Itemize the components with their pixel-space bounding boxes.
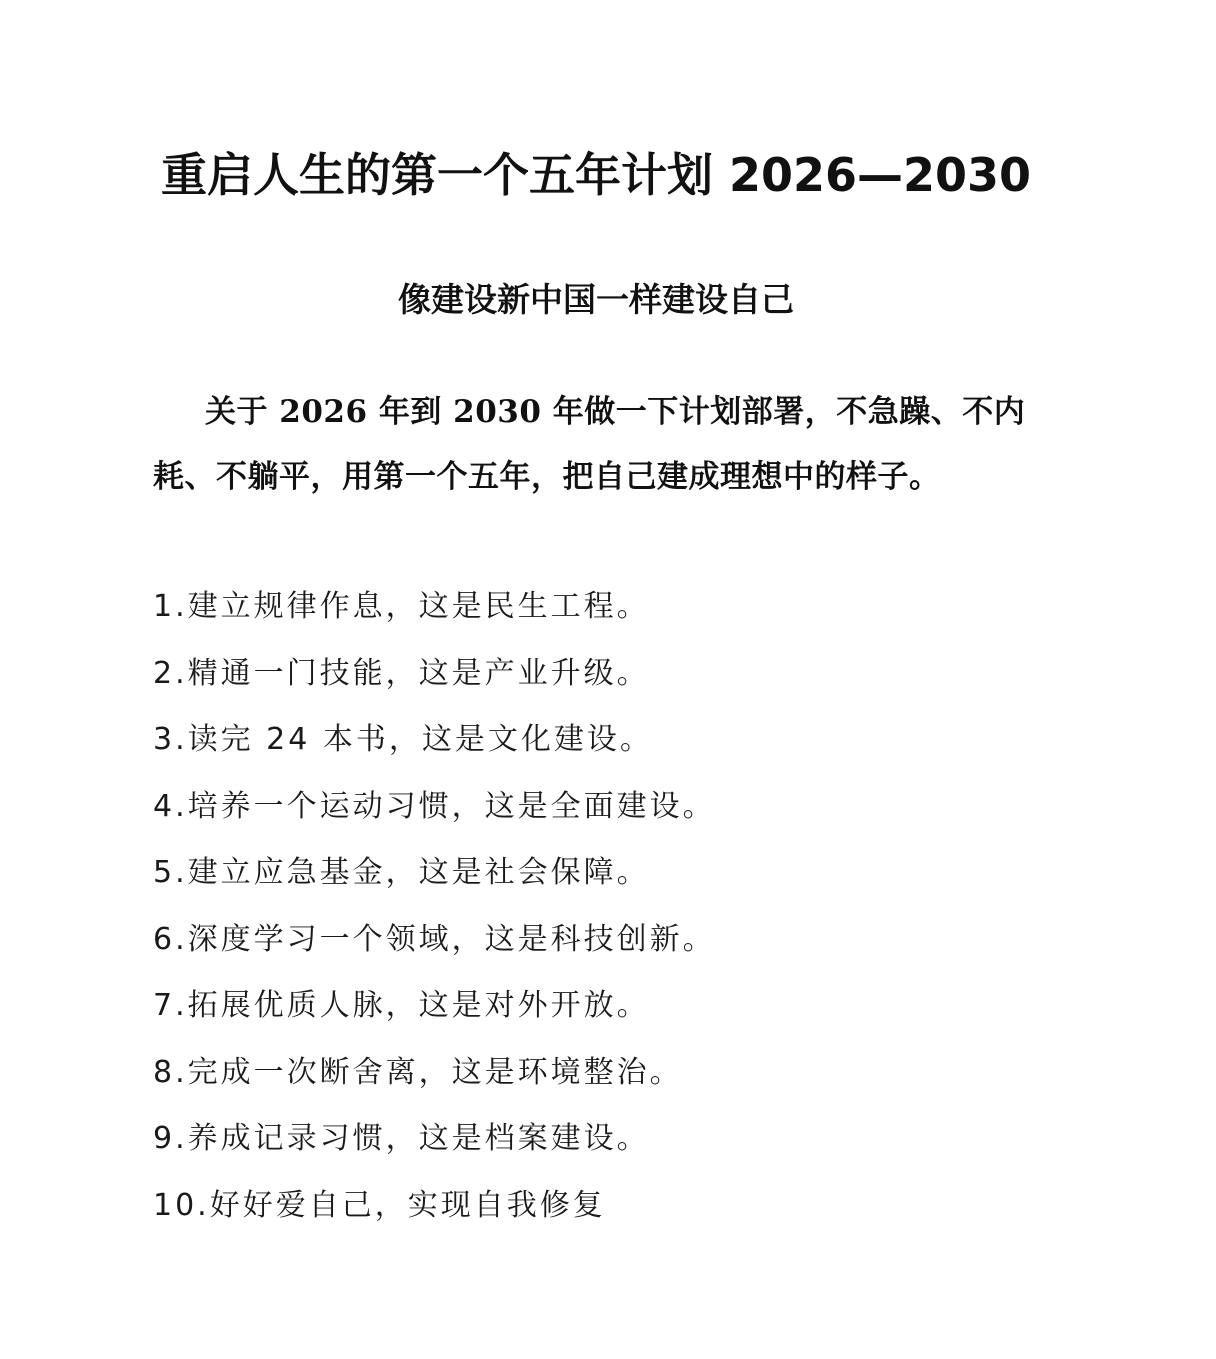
plan-list — [153, 574, 716, 1239]
list-item: 7.拓展优质人脉，这是对外开放。 — [153, 988, 650, 1023]
list-item: 1.建立规律作息，这是民生工程。 — [153, 589, 650, 624]
list-item: 10.好好爱自己，实现自我修复 — [153, 1187, 606, 1223]
intro-paragraph: 关于 2026 年到 2030 年做一下计划部署，不急躁、不内耗、不躺平，用第一个五年，把自己建成理想中的样子。 — [153, 394, 1026, 495]
list-item: 9.养成记录习惯，这是档案建设。 — [153, 1121, 650, 1156]
document-subtitle: 像建设新中国一样建设自己 — [398, 280, 794, 319]
list-item: 5.建立应急基金，这是社会保障。 — [153, 855, 650, 890]
list-item: 2.精通一门技能，这是产业升级。 — [153, 655, 650, 691]
list-item: 3.读完 24 本书，这是文化建设。 — [153, 722, 653, 757]
list-item: 4.培养一个运动习惯，这是全面建设。 — [153, 788, 716, 824]
list-item: 8.完成一次断舍离，这是环境整治。 — [153, 1054, 683, 1090]
list-item: 6.深度学习一个领域，这是科技创新。 — [153, 921, 716, 957]
document-title: 重启人生的第一个五年计划 2026—2030 — [160, 148, 1032, 202]
